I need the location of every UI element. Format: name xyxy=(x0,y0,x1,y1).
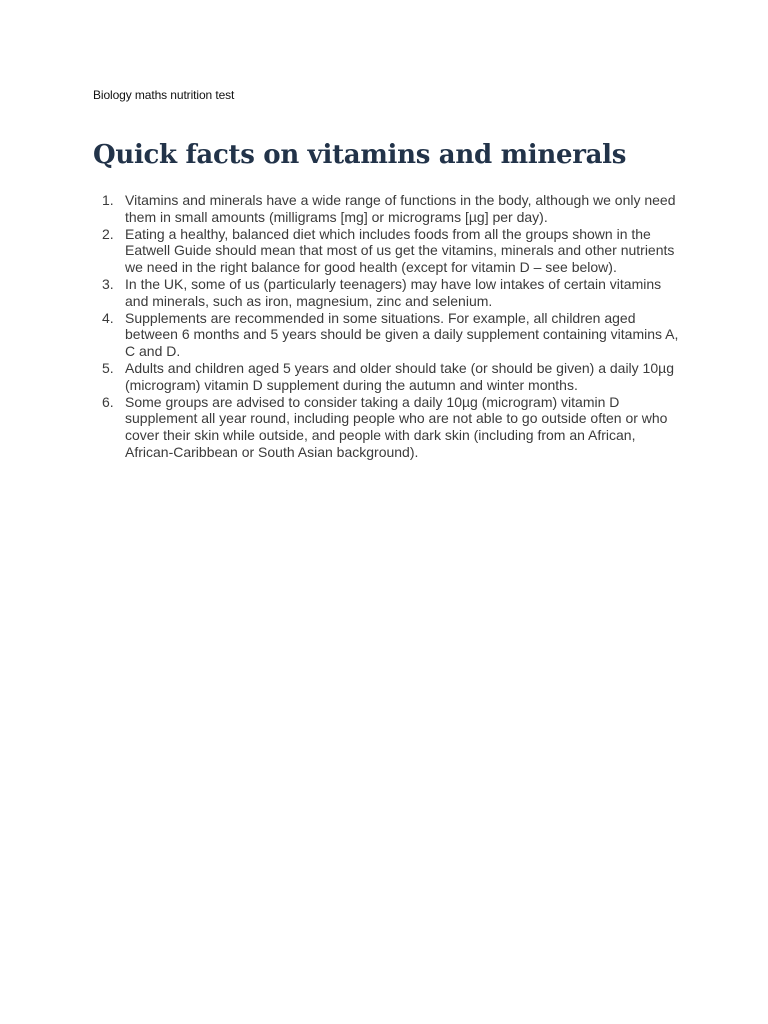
page-title: Quick facts on vitamins and minerals xyxy=(93,140,627,170)
list-item-text: Vitamins and minerals have a wide range of functions in the body, although we only need them in small amounts (milligrams [mg] or micrograms [µg] per day). xyxy=(125,192,676,225)
list-item xyxy=(0,394,768,461)
list-item xyxy=(0,310,768,360)
list-item-text: Eating a healthy, balanced diet which includes foods from all the groups shown in the Eatwell Guide should mean that most of us get the vitamins, minerals and other nutrients we need in the right balance for good health (except for vitamin D – see below). xyxy=(125,225,675,276)
list-item-text: Some groups are advised to consider taking a daily 10µg (microgram) vitamin D supplement all year round, including people who are not able to go outside often or who cover their skin while outside, and people with dark skin (including from an African, African-Caribbean or South Asian background). xyxy=(125,393,668,460)
list-item-number: 1. xyxy=(102,192,114,208)
list-item xyxy=(0,226,768,276)
list-item xyxy=(0,276,768,310)
list-item-number: 5. xyxy=(102,359,114,376)
list-item-number: 2. xyxy=(102,225,114,242)
document-label: Biology maths nutrition test xyxy=(93,88,235,102)
list-item xyxy=(0,360,768,394)
list-item-text: Supplements are recommended in some situations. For example, all children aged between 6 months and 5 years should be given a daily supplement containing vitamins A, C and D. xyxy=(125,309,679,360)
list-item-text: In the UK, some of us (particularly teenagers) may have low intakes of certain vitamins and minerals, such as iron, magnesium, zinc and selenium. xyxy=(125,275,662,309)
list-item-text: Adults and children aged 5 years and older should take (or should be given) a daily 10µg (microgram) vitamin D supplement during the autumn and winter months. xyxy=(125,359,674,393)
list-item-number: 4. xyxy=(102,309,114,326)
list-item-number: 6. xyxy=(102,393,114,410)
facts-list xyxy=(0,192,768,461)
list-item-number: 3. xyxy=(102,275,114,292)
list-item xyxy=(0,192,768,226)
